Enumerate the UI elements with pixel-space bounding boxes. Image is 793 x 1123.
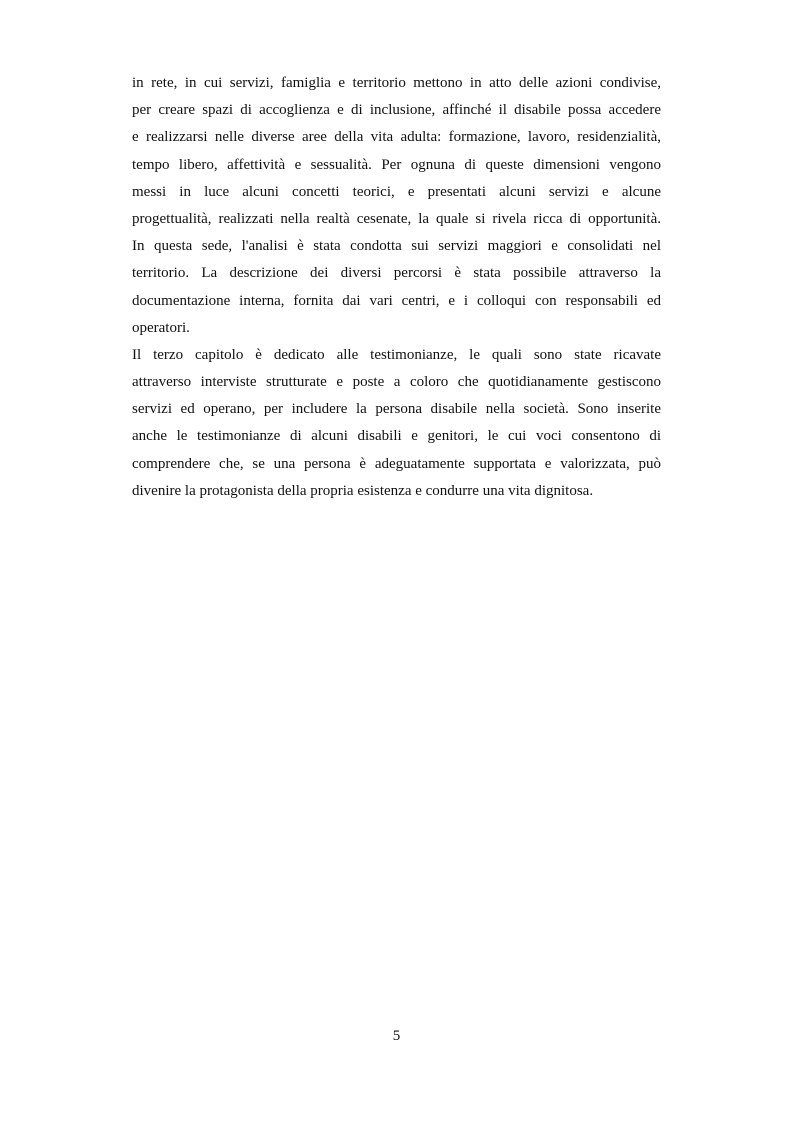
text-line: operatori. — [132, 319, 190, 336]
text-line: messi in luce alcuni concetti teorici, e presentati alcuni servizi e alcune — [132, 183, 661, 200]
text-line: e realizzarsi nelle diverse aree della vita adulta: formazione, lavoro, residenzialità, — [132, 129, 661, 146]
text-line: per creare spazi di accoglienza e di inclusione, affinché il disabile possa accedere — [132, 102, 661, 119]
text-line: progettualità, realizzati nella realtà cesenate, la quale si rivela ricca di opportunità. — [132, 210, 661, 227]
text-line: comprendere che, se una persona è adeguatamente supportata e valorizzata, può — [132, 455, 661, 472]
text-line: tempo libero, affettività e sessualità. Per ognuna di queste dimensioni vengono — [132, 156, 661, 173]
text-line: divenire la protagonista della propria esistenza e condurre una vita dignitosa. — [132, 482, 594, 499]
text-line: documentazione interna, fornita dai vari centri, e i colloqui con responsabili ed — [132, 292, 661, 309]
paragraph — [132, 342, 661, 505]
paragraph — [132, 70, 661, 342]
text-line: anche le testimonianze di alcuni disabili e genitori, le cui voci consentono di — [132, 428, 661, 445]
body-text — [132, 70, 661, 505]
text-line: servizi ed operano, per includere la persona disabile nella società. Sono inserite — [132, 401, 661, 418]
text-line: territorio. La descrizione dei diversi percorsi è stata possibile attraverso la — [132, 265, 661, 282]
text-line: In questa sede, l'analisi è stata condotta sui servizi maggiori e consolidati nel — [132, 238, 661, 255]
text-line: attraverso interviste strutturate e poste a coloro che quotidianamente gestiscono — [132, 374, 661, 391]
page-number: 5 — [392, 1028, 401, 1044]
text-line: in rete, in cui servizi, famiglia e territorio mettono in atto delle azioni condivise, — [132, 75, 661, 91]
text-line: Il terzo capitolo è dedicato alle testimonianze, le quali sono state ricavate — [132, 346, 661, 363]
